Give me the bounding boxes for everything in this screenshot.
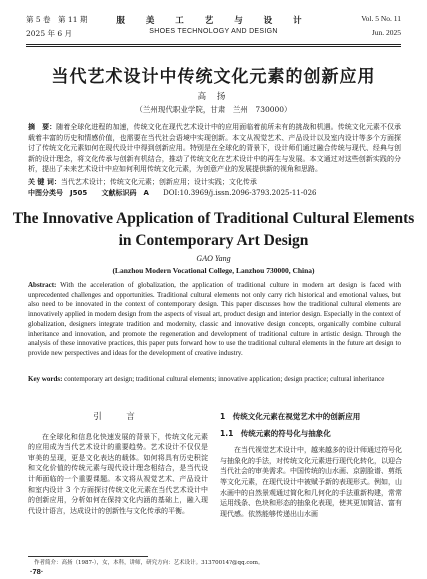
issue-cn: 第 5 卷 第 11 期: [26, 15, 88, 24]
footnote-rule: [28, 556, 148, 557]
date-cn: 2025 年 6 月: [26, 29, 73, 38]
section-1-1-heading: 1.1 传统元素的符号化与抽象化: [220, 428, 331, 438]
title-en: The Innovative Application of Traditional Cultural Elements in Contemporary Art Design: [12, 210, 415, 249]
abstract-cn-label: 摘 要：: [28, 123, 57, 131]
author-cn: 高 扬: [197, 92, 230, 102]
affiliation-en: (Lanzhou Modern Vocational College, Lanzhou 730000, China): [112, 266, 315, 275]
keywords-cn: [28, 177, 401, 187]
keywords-cn-text: 当代艺术设计；传统文化元素；创新应用；设计实践；文化传承: [60, 178, 257, 186]
title-cn: 当代艺术设计中传统文化元素的创新应用: [51, 67, 376, 87]
section-1-heading: 1 传统文化元素在视觉艺术中的创新应用: [220, 412, 361, 421]
intro-paragraph: 在全球化和信息化快速发展的背景下，传统文化元素的应用成为当代艺术设计的重要趋势。艺术设计不仅仅是审美的呈现，更是文化表达的载体。如何将具有历史积淀和文化价值的传统元素与现代设计理念相结合，是当代设计师面临的一个重要课题。本文将从视觉艺术、产品设计和室内设计 3 个方面探讨传统文化元素在当代艺术设计中的创新应用，分析如何在保持文化内涵的基础上，融入现代设计语言，达成设计的创新性与文化传承的平衡。: [28, 432, 208, 515]
abstract-en-label: Abstract:: [28, 281, 57, 289]
date-en: Jun. 2025: [371, 28, 401, 37]
body-column-right: [220, 408, 402, 519]
header-rule-thick: [26, 44, 401, 45]
author-footnote: 作者简介：高扬（1987-），女，本科，讲师，研究方向：艺术设计。31370014?@qq.com。: [34, 560, 264, 566]
abstract-cn: [28, 122, 401, 175]
classification-cn: [28, 188, 401, 198]
document-code: 文献标识码 A: [101, 189, 149, 197]
doi: DOI:10.3969/j.issn.2096-3793.2025-11-026: [163, 189, 317, 197]
abstract-en: [28, 281, 401, 359]
abstract-cn-text: 随着全球化进程的加速，传统文化在现代艺术设计中的应用面临着前所未有的挑战和机遇。传统文化元素不仅承载着丰富的历史和情感价值，也需要在当代社会语境中实现创新。本文从视觉艺术、产品设计以及室内设计等多个方面探讨了传统文化元素如何在现代设计中得到创新应用。特别是在全球化的背景下，设计师们通过融合传统与现代、经典与创新的设计理念，将文化传承与创新有机结合，推动了传统文化在艺术设计中的再生与发展。本文通过对这些创新实践的分析，提出了未来艺术设计中应如何利用传统文化元素，为创意产业的发展提供新的视角和思路。: [28, 123, 402, 174]
section-1-1-paragraph: 在当代视觉艺术设计中，越来越多的设计师通过符号化与抽象化的手法，对传统文化元素进行现代化转化，以迎合当代社会的审美需求。中国传统的山水画、京剧脸谱、剪纸等文化元素，在现代设计中被赋予新的表现形式。例如，山水画中的自然景观通过简化和几何化的手法重新构建，常常运用线条、色块和形态的抽象化表现，使其更加简洁、富有现代感。依然能够传递出山水画: [220, 446, 402, 518]
volume-en: Vol. 5 No. 11: [361, 14, 401, 23]
page-number: ·78·: [30, 567, 44, 576]
journal-name-en: SHOES TECHNOLOGY AND DESIGN: [149, 28, 278, 35]
keywords-en-label: Key words:: [28, 375, 63, 383]
running-header: [26, 14, 401, 44]
keywords-cn-label: 关 键 词：: [28, 178, 61, 186]
body-column-left: [28, 408, 208, 516]
keywords-en-text: contemporary art design; traditional cultural elements; innovative application; design practice; cultural inheritance: [64, 375, 385, 383]
abstract-en-text: With the acceleration of globalization, the application of traditional culture in modern art design is faced with unprecedented challenges and opportunities. Traditional cultural elements not only carry rich historical and emotional values, but also need to be innovated in the context of contemporary design. This paper discusses how the traditional cultural elements are innovatively applied in modern design from the aspects of visual art, product design and interior design. Especially in the context of globalization, designers integrate tradition and modernity, classic and innovative design concepts, organically combine cultural inheritance and innovation, and promote the regeneration and development of traditional culture in artistic design. Through the analysis of these innovative practices, this paper puts forward how to use the traditional cultural elements in the future art design to provide new perspectives and ideas for the development of creative industry.: [28, 281, 402, 357]
keywords-en: [28, 375, 401, 385]
author-en: GAO Yang: [196, 254, 231, 263]
affiliation-cn: （兰州现代职业学院，甘肃 兰州 730000）: [135, 105, 292, 114]
clc-number: 中图分类号 J505: [28, 189, 88, 197]
header-rule-thin: [26, 46, 401, 47]
journal-name-cn: 服 美 工 艺 与 设 计: [116, 16, 311, 26]
intro-heading: 引 言: [93, 412, 143, 422]
